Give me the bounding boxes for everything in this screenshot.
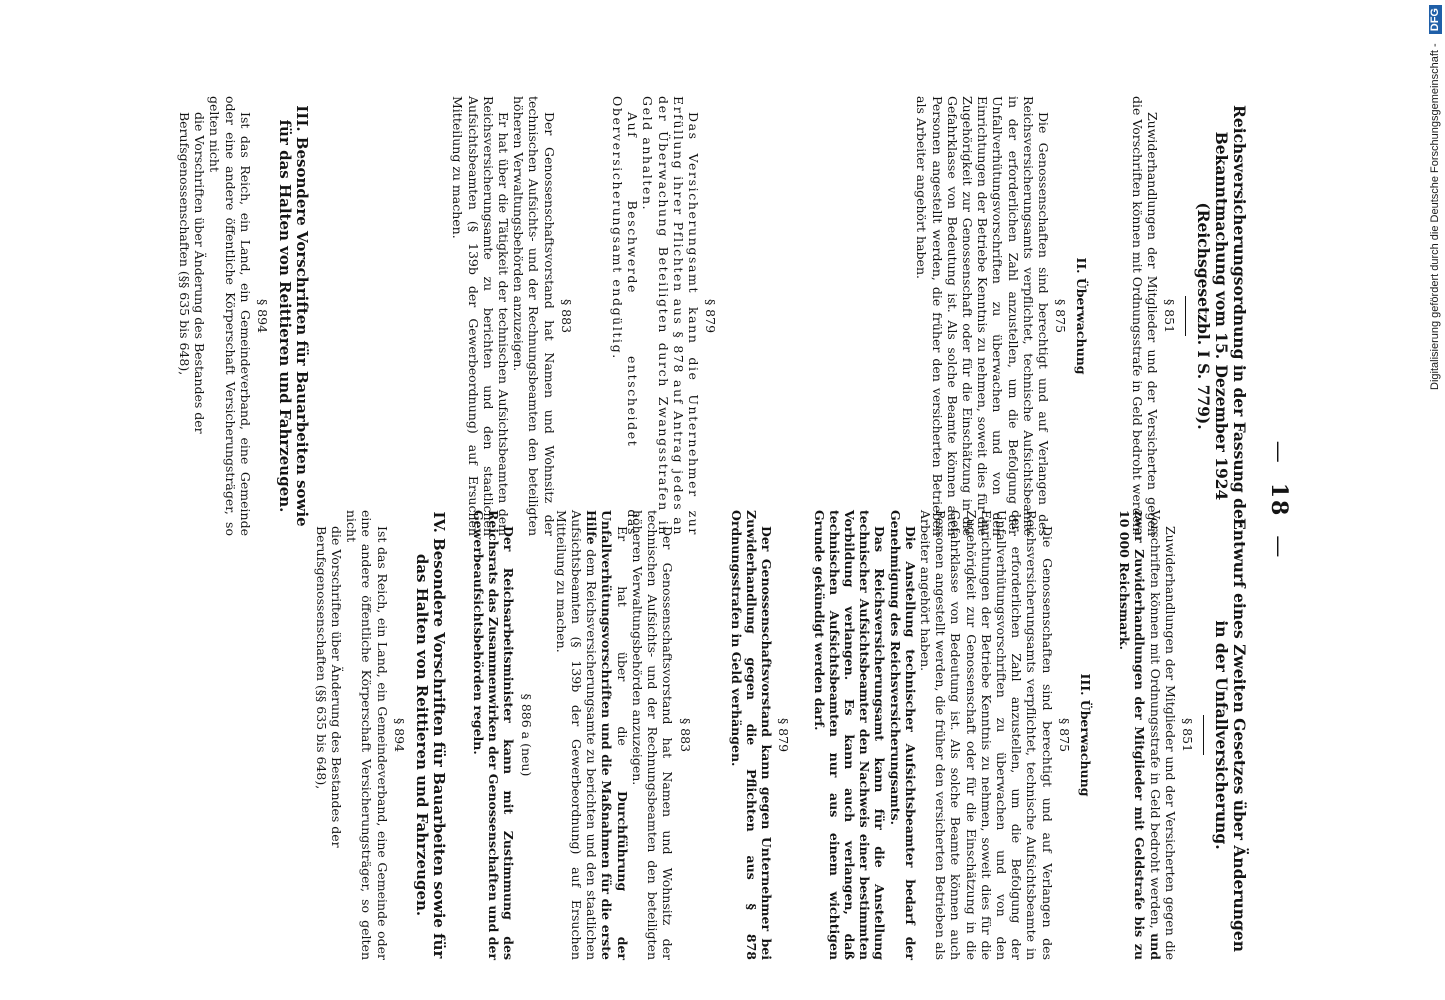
right-sec875-bold-1: Die Anstellung technischer Aufsichtsbeamter bedarf der Genehmigung des Reichsversicherungsamts. — [887, 510, 918, 960]
right-sec883-text-2a: Er hat über die — [614, 526, 630, 746]
digitization-credit — [1409, 8, 1441, 390]
right-sec883-text-2c: dem Reichsversicherungsamte zu berichten und den staatlichen Aufsichtsbeamten (§ 139b der Gewerbeordnung) auf Ersuchen Mitteilung zu machen. — [553, 510, 600, 960]
document-page — [20, 0, 1380, 1000]
right-sec886a-text: Der Reichsarbeitsminister kann mit Zustimmung des Reichsrats das Zusammenwirken der Genossenschaften und der Gewerbeaufsichtsbehörden regeln. — [471, 510, 517, 960]
left-sec883-text-1: Der Genossenschaftsvorstand hat Namen und Wohnsitz der technischen Aufsichts- und der Rechnungsbeamten den beteiligten höheren Verwaltungsbehörden anzuzeigen. — [511, 96, 557, 536]
right-part4-heading: IV. Besondere Vorschriften für Bauarbeiten sowie für das Halten von Reittieren und Fahrzeugen. — [412, 511, 448, 959]
left-sec894-text: Ist das Reich, ein Land, ein Gemeindeverband, eine Gemeinde oder eine andere öffentliche Körperschaft Versicherungsträger, so gelten nicht — [207, 96, 253, 536]
right-sec851-text-b: und zwar Zuwiderhandlungen der Mitglieder mit Geldstrafe bis zu 10 000 Reichsmark. — [1117, 510, 1163, 960]
right-sec883-text-2b: Durchführung der Unfallverhütungsvorschriften und die Maßnahmen für die erste Hilfe — [584, 510, 630, 960]
left-part3-heading: III. Besondere Vorschriften für Bauarbeiten sowie für das Halten von Reittieren und Fahrzeugen. — [276, 105, 312, 527]
left-sec851-text: Zuwiderhandlungen der Mitglieder und der Versicherten gegen die Vorschriften können mit Ordnungsstrafe in Geld bedroht werden. — [1129, 96, 1160, 536]
left-title: Reichsversicherungsordnung in der Fassung der Bekanntmachung vom 15. Dezember 1924 (Reichsgesetzbl. I S. 779). — [1194, 104, 1249, 528]
left-sec875-number: § 875 — [1053, 298, 1069, 334]
right-sec879-text: Der Genossenschaftsvorstand kann gegen Unternehmer bei Zuwiderhandlung gegen die Pflichten aus § 878 Ordnungsstrafen in Geld verhängen. — [728, 510, 775, 960]
right-sec886a-number: § 886 a (neu) — [518, 693, 534, 777]
left-sec894-number: § 894 — [255, 298, 271, 334]
right-sec851-text — [1117, 510, 1178, 960]
right-sec883-text-2 — [554, 510, 630, 960]
right-sec875-text: Die Genossenschaften sind berechtigt und auf Verlangen des Reichsversicherungsamts verpflichtet, technische Aufsichtsbeamte in der erforderlichen Zahl anzustellen, um die Befolgung der Unfallverhütungsvorschriften zu überwachen und von den Einrichtungen der Betriebe Kenntnis zu nehmen, soweit dies für die Zugehörigkeit zur Genossenschaft oder für die Einschätzung in die Gefahrklasse von Bedeutung ist. Als solche Beamte können auch Personen angestellt werden, die früher den versicherten Betrieben als Arbeiter angehört haben. — [917, 510, 1055, 960]
right-sec883-text-1: Der Genossenschaftsvorstand hat Namen und Wohnsitz der technischen Aufsichts- und der Rechnungsbeamten den beteiligten höheren Verwaltungsbehörden anzuzeigen. — [629, 510, 676, 960]
left-title-rule — [1185, 296, 1186, 336]
right-sec851-number: § 851 — [1180, 717, 1195, 753]
right-sec879-number: § 879 — [776, 717, 792, 753]
right-column-draft — [314, 510, 1248, 960]
right-sec894-number: § 894 — [391, 717, 407, 753]
left-sec875-text: Die Genossenschaften sind berechtigt und auf Verlangen des Reichsversicherungsamts verpflichtet, technische Aufsichtsbeamte in der erforderlichen Zahl anzustellen, um die Befolgung der Unfallverhütungsvorschriften zu überwachen und von den Einrichtungen der Betriebe Kenntnis zu nehmen, soweit dies für die Zugehörigkeit zur Genossenschaft oder für die Einschätzung in die Gefahrklasse von Bedeutung ist. Als solche Beamte können auch Personen angestellt werden, die früher den versicherten Betrieben als Arbeiter angehört haben. — [914, 96, 1051, 536]
left-sec883-text-2: Er hat über die Tätigkeit der technischen Aufsichtsbeamten dem Reichsversicherungsamte zu berichten und den staatlichen Aufsichtsbeamten (§ 139b der Gewerbeordnung) auf Ersuchen Mitteilung zu machen. — [450, 96, 511, 536]
left-sec851-number: § 851 — [1162, 298, 1177, 334]
left-sec879-text-1: Das Versicherungsamt kann die Unternehmer zur Erfüllung ihrer Pflichten aus § 878 auf Antrag jedes an der Überwachung Beteiligten durch Zwangsstrafen in Geld anhalten. — [640, 96, 701, 536]
left-column-current-law — [177, 96, 1248, 536]
right-sec875-bold-2: Das Reichsversicherungsamt kann für die Anstellung technischer Aufsichtsbeamter den Nachweis einer bestimmten Vorbildung verlangen. Es kann auch verlangen, daß technischen Aufsichtsbeamten nur aus einem wichtigen Grunde gekündigt werden darf. — [811, 510, 888, 960]
left-sec879-text-2: Auf Beschwerde entscheidet das Oberversicherungsamt endgültig. — [609, 96, 641, 536]
left-sec883-number: § 883 — [558, 298, 574, 334]
right-sec875-number: § 875 — [1056, 717, 1072, 753]
left-sec894-item: die Vorschriften über Änderung des Bestandes der Berufsgenossenschaften (§§ 635 bis 648), — [177, 112, 208, 434]
dfg-logo: DFG — [1429, 5, 1442, 34]
right-title-rule — [1203, 715, 1204, 755]
right-sec894-item: die Vorschriften über Änderung des Bestandes der Berufsgenossenschaften (§§ 635 bis 648), — [313, 526, 345, 848]
left-sec879-number: § 879 — [703, 298, 719, 334]
right-sec894-text: Ist das Reich, ein Land, ein Gemeindeverband, eine Gemeinde oder eine andere öffentliche Körperschaft Versicherungsträger, so gelten nicht — [344, 510, 390, 960]
digitization-credit-text: Digitalisierung gefördert durch die Deutsche Forschungsgemeinschaft - — [1429, 43, 1441, 390]
right-part3-heading: III. Überwachung — [1077, 673, 1093, 797]
right-sec883-number: § 883 — [677, 717, 693, 753]
right-sec851-text-a: Zuwiderhandlungen der Mitglieder und der Versicherten gegen die Vorschriften können mit Ordnungsstrafe in Geld bedroht werden, — [1147, 510, 1178, 960]
page-number: —18— — [1266, 440, 1292, 560]
right-title: Entwurf eines Zweiten Gesetzes über Änderungen in der Unfallversicherung. — [1212, 517, 1249, 952]
left-part2-heading: II. Überwachung — [1074, 257, 1090, 375]
